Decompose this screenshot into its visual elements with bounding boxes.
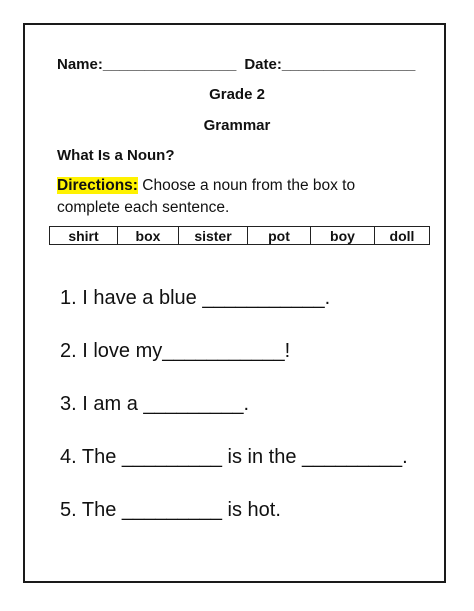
word-box-cell: shirt <box>50 227 118 245</box>
question-item[interactable]: 3. I am a _________. <box>60 393 250 415</box>
directions-label: Directions: <box>57 177 138 194</box>
word-box-row <box>50 227 430 245</box>
directions-text: Choose a noun from the box to complete each sentence. <box>57 177 356 216</box>
question-item[interactable]: 4. The _________ is in the _________. <box>60 446 408 468</box>
word-box-cell: doll <box>375 227 430 245</box>
question-item[interactable]: 2. I love my___________! <box>60 340 291 362</box>
section-title: What Is a Noun? <box>57 147 175 164</box>
question-list <box>60 284 408 549</box>
word-box-cell: boy <box>311 227 375 245</box>
subject-heading: Grammar <box>203 117 271 134</box>
name-date-line <box>57 56 415 73</box>
word-box-cell: pot <box>248 227 311 245</box>
word-box-cell: sister <box>179 227 248 245</box>
directions <box>57 175 417 219</box>
question-item[interactable]: 5. The _________ is hot. <box>60 499 281 521</box>
word-box <box>49 226 430 245</box>
question-item[interactable]: 1. I have a blue ___________. <box>60 287 331 309</box>
word-box-cell: box <box>118 227 179 245</box>
date-field[interactable]: Date:________________ <box>244 56 416 73</box>
grade-heading: Grade 2 <box>209 86 265 103</box>
name-field[interactable]: Name:________________ <box>57 56 237 73</box>
